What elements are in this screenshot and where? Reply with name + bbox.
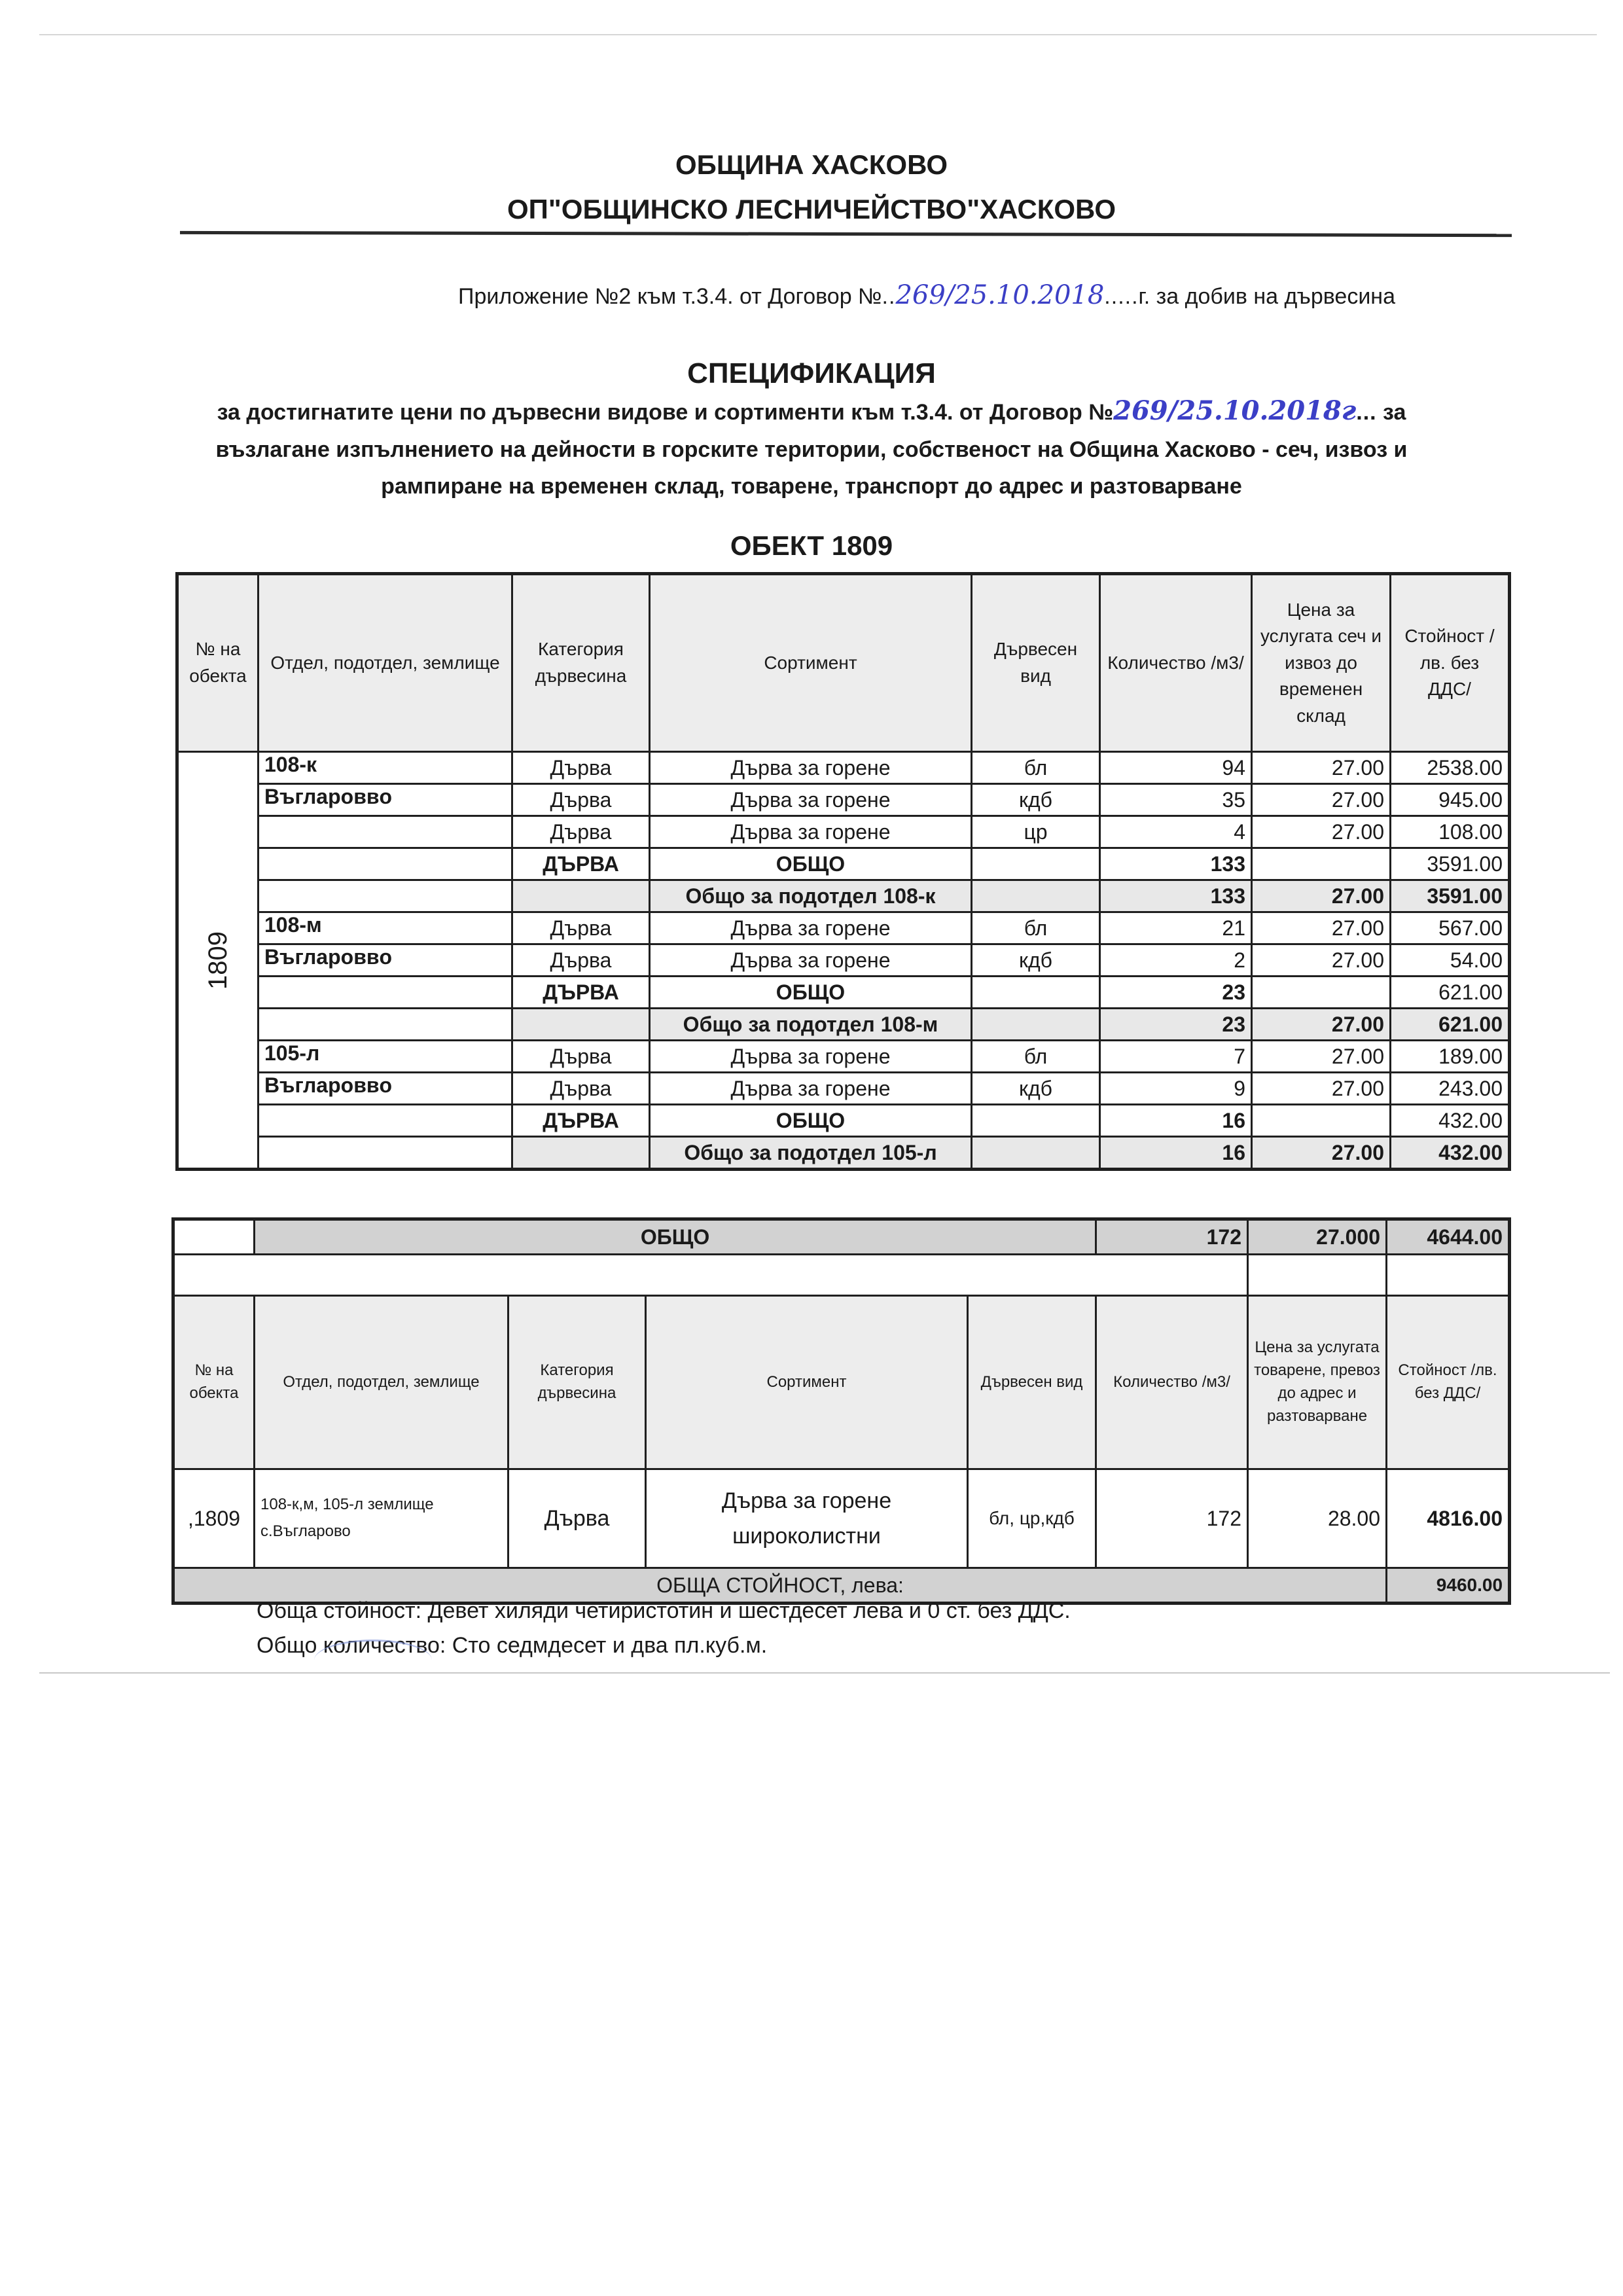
- quantity-cell: 133: [1100, 848, 1252, 880]
- price-cell: 27.00: [1252, 752, 1391, 784]
- location-cell: Въглароввo: [259, 1073, 512, 1105]
- spacer-row: [173, 1255, 1510, 1296]
- value-cell: 3591.00: [1391, 848, 1510, 880]
- location-cell: Въглароввo: [259, 784, 512, 816]
- table-row: [177, 784, 1510, 816]
- col-header-assortment: Сортимент: [650, 574, 972, 752]
- assortment-cell: Дърва за горене: [650, 784, 972, 816]
- table-body: [177, 752, 1510, 1170]
- species-cell: [972, 1137, 1100, 1170]
- assortment-cell: ОБЩО: [650, 1105, 972, 1137]
- annex-line: [458, 280, 1395, 310]
- quantity-cell: 94: [1100, 752, 1252, 784]
- location-cell: [259, 1105, 512, 1137]
- value-cell: 3591.00: [1391, 880, 1510, 912]
- category-total-row: [177, 848, 1510, 880]
- species-cell: кдб: [972, 784, 1100, 816]
- species-cell: цр: [972, 816, 1100, 848]
- col-header-category: Категория дървесина: [512, 574, 650, 752]
- t2-col-header-location: Отдел, подотдел, землище: [255, 1296, 508, 1469]
- category-total-row: [177, 977, 1510, 1009]
- category-cell: ДЪРВА: [512, 977, 650, 1009]
- table-row: [177, 1073, 1510, 1105]
- assortment-cell: Общо за подотдел 108-м: [650, 1009, 972, 1041]
- table-header-row: [177, 574, 1510, 752]
- price-cell: 27.00: [1252, 1009, 1391, 1041]
- col-header-quantity: Количество /м3/: [1100, 574, 1252, 752]
- t2-value: 4816.00: [1387, 1469, 1510, 1568]
- location-cell: [259, 1137, 512, 1170]
- grand-total-row: [173, 1219, 1510, 1255]
- category-cell: Дърва: [512, 912, 650, 944]
- t2-quantity: 172: [1096, 1469, 1248, 1568]
- subsection-total-row: [177, 1137, 1510, 1170]
- value-cell: 432.00: [1391, 1137, 1510, 1170]
- t2-object-no: ,1809: [173, 1469, 255, 1568]
- value-cell: 243.00: [1391, 1073, 1510, 1105]
- quantity-cell: 7: [1100, 1041, 1252, 1073]
- price-cell: 27.00: [1252, 816, 1391, 848]
- price-cell: 27.00: [1252, 912, 1391, 944]
- species-cell: [972, 1105, 1100, 1137]
- grand-total-quantity: 172: [1096, 1219, 1248, 1255]
- value-cell: 432.00: [1391, 1105, 1510, 1137]
- value-cell: 945.00: [1391, 784, 1510, 816]
- assortment-cell: ОБЩО: [650, 848, 972, 880]
- object-number-vertical: 1809: [203, 931, 232, 990]
- value-cell: 621.00: [1391, 977, 1510, 1009]
- subsection-total-row: [177, 1009, 1510, 1041]
- value-cell: 108.00: [1391, 816, 1510, 848]
- t2-col-header-object-no: № на обекта: [173, 1296, 255, 1469]
- quantity-cell: 23: [1100, 977, 1252, 1009]
- enterprise-title: ОП"ОБЩИНСКО ЛЕСНИЧЕЙСТВО"ХАСКОВО: [507, 194, 1116, 224]
- col-header-value: Стойност /лв. без ДДС/: [1391, 574, 1510, 752]
- price-cell: 27.00: [1252, 944, 1391, 977]
- quantity-cell: 16: [1100, 1105, 1252, 1137]
- quantity-cell: 133: [1100, 880, 1252, 912]
- grand-total-price: 27.000: [1248, 1219, 1387, 1255]
- value-cell: 2538.00: [1391, 752, 1510, 784]
- t2-col-header-category: Категория дървесина: [508, 1296, 646, 1469]
- annex-prefix: Приложение №2 към т.3.4. от Договор №: [458, 284, 882, 309]
- col-header-location: Отдел, подотдел, землище: [259, 574, 512, 752]
- price-cell: [1252, 977, 1391, 1009]
- category-cell: Дърва: [512, 1073, 650, 1105]
- specification-line-2: възлагане изпълнението на дейности в горските територии, собственост на Община Хасково - сеч, извоз и: [215, 437, 1408, 462]
- category-cell: Дърва: [512, 784, 650, 816]
- object-title: ОБЕКТ 1809: [730, 530, 893, 561]
- col-header-object-no: № на обекта: [177, 574, 259, 752]
- assortment-cell: Дърва за горене: [650, 1073, 972, 1105]
- quantity-cell: 4: [1100, 816, 1252, 848]
- table2-data-row: [173, 1469, 1510, 1568]
- spacer-cell-price: [1248, 1255, 1387, 1296]
- object-number-cell: [177, 752, 259, 1170]
- specification-line-1: [0, 395, 1623, 426]
- species-cell: бл: [972, 752, 1100, 784]
- species-cell: бл: [972, 1041, 1100, 1073]
- table-row: [177, 1041, 1510, 1073]
- col-header-species: Дървесен вид: [972, 574, 1100, 752]
- quantity-cell: 2: [1100, 944, 1252, 977]
- location-cell: [259, 977, 512, 1009]
- location-cell: [259, 848, 512, 880]
- location-cell: Въглароввo: [259, 944, 512, 977]
- location-cell: 108-м: [259, 912, 512, 944]
- category-cell: [512, 1137, 650, 1170]
- price-cell: [1252, 848, 1391, 880]
- category-cell: ДЪРВА: [512, 848, 650, 880]
- grand-total-blank: [173, 1219, 255, 1255]
- species-cell: [972, 848, 1100, 880]
- category-cell: Дърва: [512, 1041, 650, 1073]
- category-cell: Дърва: [512, 816, 650, 848]
- assortment-cell: Дърва за горене: [650, 944, 972, 977]
- quantity-cell: 21: [1100, 912, 1252, 944]
- quantity-cell: 23: [1100, 1009, 1252, 1041]
- col-header-price: Цена за услугата сеч и извоз до временен склад: [1252, 574, 1391, 752]
- subsection-total-row: [177, 880, 1510, 912]
- t2-species: бл, цр,кдб: [968, 1469, 1096, 1568]
- assortment-cell: Дърва за горене: [650, 752, 972, 784]
- scan-edge-line: [39, 34, 1597, 35]
- t2-col-header-species: Дървесен вид: [968, 1296, 1096, 1469]
- grand-total-value: 4644.00: [1387, 1219, 1510, 1255]
- category-cell: Дърва: [512, 752, 650, 784]
- price-cell: [1252, 1105, 1391, 1137]
- species-cell: кдб: [972, 944, 1100, 977]
- species-cell: кдб: [972, 1073, 1100, 1105]
- category-total-row: [177, 1105, 1510, 1137]
- t2-col-header-value: Стойност /лв. без ДДС/: [1387, 1296, 1510, 1469]
- specification-table-transport: [171, 1217, 1511, 1605]
- value-cell: 621.00: [1391, 1009, 1510, 1041]
- price-cell: 27.00: [1252, 1137, 1391, 1170]
- spec-dots: ...: [1356, 400, 1377, 425]
- spec-line1-suffix: за: [1383, 400, 1406, 425]
- spacer-cell: [173, 1255, 1248, 1296]
- assortment-cell: Общо за подотдел 108-к: [650, 880, 972, 912]
- header-rule: [180, 231, 1512, 237]
- specification-table-felling: [175, 572, 1511, 1171]
- table2-header-row: [173, 1296, 1510, 1469]
- value-cell: 567.00: [1391, 912, 1510, 944]
- category-cell: ДЪРВА: [512, 1105, 650, 1137]
- t2-col-header-price: Цена за услугата товарене, превоз до адрес и разтоварване: [1248, 1296, 1387, 1469]
- price-cell: 27.00: [1252, 880, 1391, 912]
- assortment-cell: Дърва за горене: [650, 1041, 972, 1073]
- annex-dots: ..: [882, 284, 896, 309]
- species-cell: [972, 977, 1100, 1009]
- assortment-cell: Общо за подотдел 105-л: [650, 1137, 972, 1170]
- spec-contract-handwritten: 269/25.10.2018г: [1113, 395, 1357, 426]
- t2-location: 108-к,м, 105-л землище с.Въгларово: [255, 1469, 508, 1568]
- scan-bottom-line: [39, 1672, 1610, 1674]
- total-value-in-words: Обща стойност: Девет хиляди четиристотин и шестдесет лева и 0 ст. без ДДС.: [257, 1598, 1071, 1623]
- municipality-title: ОБЩИНА ХАСКОВО: [675, 149, 948, 180]
- table-row: [177, 944, 1510, 977]
- specification-title: СПЕЦИФИКАЦИЯ: [687, 357, 936, 389]
- specification-line-3: рампиране на временен склад, товарене, транспорт до адрес и разтоварване: [381, 474, 1242, 499]
- location-cell: 105-л: [259, 1041, 512, 1073]
- price-cell: 27.00: [1252, 784, 1391, 816]
- location-cell: [259, 1009, 512, 1041]
- grand-total-label: ОБЩО: [255, 1219, 1096, 1255]
- table-row: [177, 912, 1510, 944]
- stamp-mark: [314, 1640, 432, 1681]
- t2-price: 28.00: [1248, 1469, 1387, 1568]
- location-cell: [259, 880, 512, 912]
- category-cell: [512, 1009, 650, 1041]
- spacer-cell-value: [1387, 1255, 1510, 1296]
- species-cell: бл: [972, 912, 1100, 944]
- species-cell: [972, 1009, 1100, 1041]
- t2-col-header-assortment: Сортимент: [646, 1296, 968, 1469]
- total-quantity-in-words: Общо количество: Сто седмдесет и два пл.куб.м.: [257, 1633, 768, 1658]
- t2-col-header-quantity: Количество /м3/: [1096, 1296, 1248, 1469]
- location-cell: [259, 816, 512, 848]
- value-cell: 54.00: [1391, 944, 1510, 977]
- price-cell: 27.00: [1252, 1041, 1391, 1073]
- quantity-cell: 16: [1100, 1137, 1252, 1170]
- annex-dots-2: .....: [1104, 284, 1139, 309]
- species-cell: [972, 880, 1100, 912]
- t2-total-label: ОБЩА СТОЙНОСТ, лева:: [173, 1568, 1387, 1604]
- assortment-cell: Дърва за горене: [650, 816, 972, 848]
- table-row: [177, 816, 1510, 848]
- t2-total-value: 9460.00: [1387, 1568, 1510, 1604]
- category-cell: Дърва: [512, 944, 650, 977]
- t2-assortment: Дърва за горене широколистни: [646, 1469, 968, 1568]
- quantity-cell: 35: [1100, 784, 1252, 816]
- spec-line1-prefix: за достигнатите цени по дървесни видове и сортименти към т.3.4. от Договор №: [217, 400, 1114, 425]
- value-cell: 189.00: [1391, 1041, 1510, 1073]
- assortment-cell: ОБЩО: [650, 977, 972, 1009]
- assortment-cell: Дърва за горене: [650, 912, 972, 944]
- category-cell: [512, 880, 650, 912]
- location-cell: 108-к: [259, 752, 512, 784]
- quantity-cell: 9: [1100, 1073, 1252, 1105]
- t2-category: Дърва: [508, 1469, 646, 1568]
- price-cell: 27.00: [1252, 1073, 1391, 1105]
- table-row: [177, 752, 1510, 784]
- annex-contract-handwritten: 269/25.10.2018: [895, 280, 1105, 310]
- annex-suffix: г. за добив на дървесина: [1138, 284, 1395, 309]
